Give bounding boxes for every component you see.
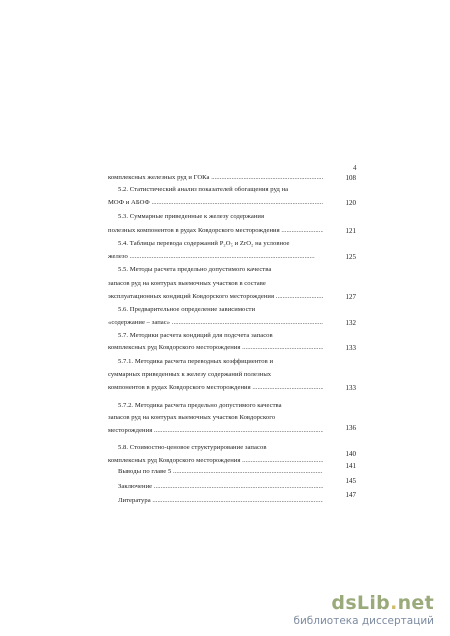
- toc-entry-line: запасов руд на контурах выемочных участков Ковдорского: [108, 414, 276, 421]
- toc-entry-line: Выводы по главе 5 .....: [118, 468, 323, 476]
- toc-entry-page: 141: [345, 462, 356, 470]
- toc-entry-line: 5.4. Таблицы перевода содержаний P₂O₅ и ZrO₂ на условное: [118, 240, 290, 247]
- toc-entry-page: 121: [345, 227, 356, 235]
- toc-entry-page: 140: [345, 450, 356, 458]
- toc-entry-page: 125: [345, 253, 356, 261]
- watermark-logo: dsLib.net: [331, 592, 434, 614]
- toc-entry-line: Литература .....: [118, 497, 323, 505]
- toc-entry-line: 5.2. Статистический анализ показателей обогащения руд на: [118, 186, 289, 193]
- toc-entry-line: суммарных приведенных к железу содержаний полезных: [108, 371, 272, 378]
- page-number: 4: [353, 164, 357, 172]
- toc-entry-page: 120: [345, 199, 356, 207]
- toc-entry-line: эксплуатационных кондиций Ковдорского месторождения .....: [108, 293, 323, 301]
- toc-entry-line: комплексных железных руд и ГОКа .....: [108, 174, 323, 182]
- toc-entry-line: 5.7.1. Методика расчета переводных коэффициентов и: [118, 358, 274, 365]
- toc-entry-line: «содержание – запас» .....: [108, 319, 323, 327]
- toc-entry-page: 127: [345, 293, 356, 301]
- toc-entry-line: 5.6. Предварительное определение зависимости: [118, 306, 256, 313]
- watermark: [290, 592, 440, 632]
- toc-entry-page: 147: [345, 491, 356, 499]
- toc-entry-line: месторождения .....: [108, 427, 323, 435]
- toc-entry-line: 5.7. Методики расчета кондиций для подсчета запасов: [118, 332, 273, 339]
- toc-entry-line: запасов руд на контурах выемочных участков в составе: [108, 280, 266, 287]
- toc-entry-line: 5.3. Суммарные приведенные к железу содержания: [118, 213, 265, 220]
- toc-entry-line: 5.7.2. Методика расчета предельно допустимого качества: [118, 402, 282, 409]
- toc-entry-line: МОФ и АБОФ .....: [108, 199, 323, 207]
- toc-entry-page: 133: [345, 344, 356, 352]
- toc-entry-page: 132: [345, 319, 356, 327]
- toc-entry-page: 108: [345, 174, 356, 182]
- watermark-subtitle: библиотека диссертаций: [293, 615, 434, 627]
- toc-entry-line: комплексных руд Ковдорского месторождения .....: [108, 457, 323, 465]
- toc-entry-line: 5.5. Методы расчета предельно допустимого качества: [118, 266, 272, 273]
- toc-entry-page: 133: [345, 384, 356, 392]
- toc-entry-page: 145: [345, 477, 356, 485]
- toc-entry-line: компонентов в рудах Ковдорского месторождения .....: [108, 384, 323, 392]
- toc-entry-line: Заключение .....: [118, 483, 323, 491]
- toc-entry-line: 5.8. Стоимостно-ценовое структурирование запасов: [118, 444, 267, 451]
- toc-entry-line: железо .....: [108, 253, 323, 261]
- toc-entry-page: 136: [345, 424, 356, 432]
- toc-entry-line: полезных компонентов в рудах Ковдорского месторождения .....: [108, 227, 323, 235]
- toc-entry-line: комплексных руд Ковдорского месторождения .....: [108, 344, 323, 352]
